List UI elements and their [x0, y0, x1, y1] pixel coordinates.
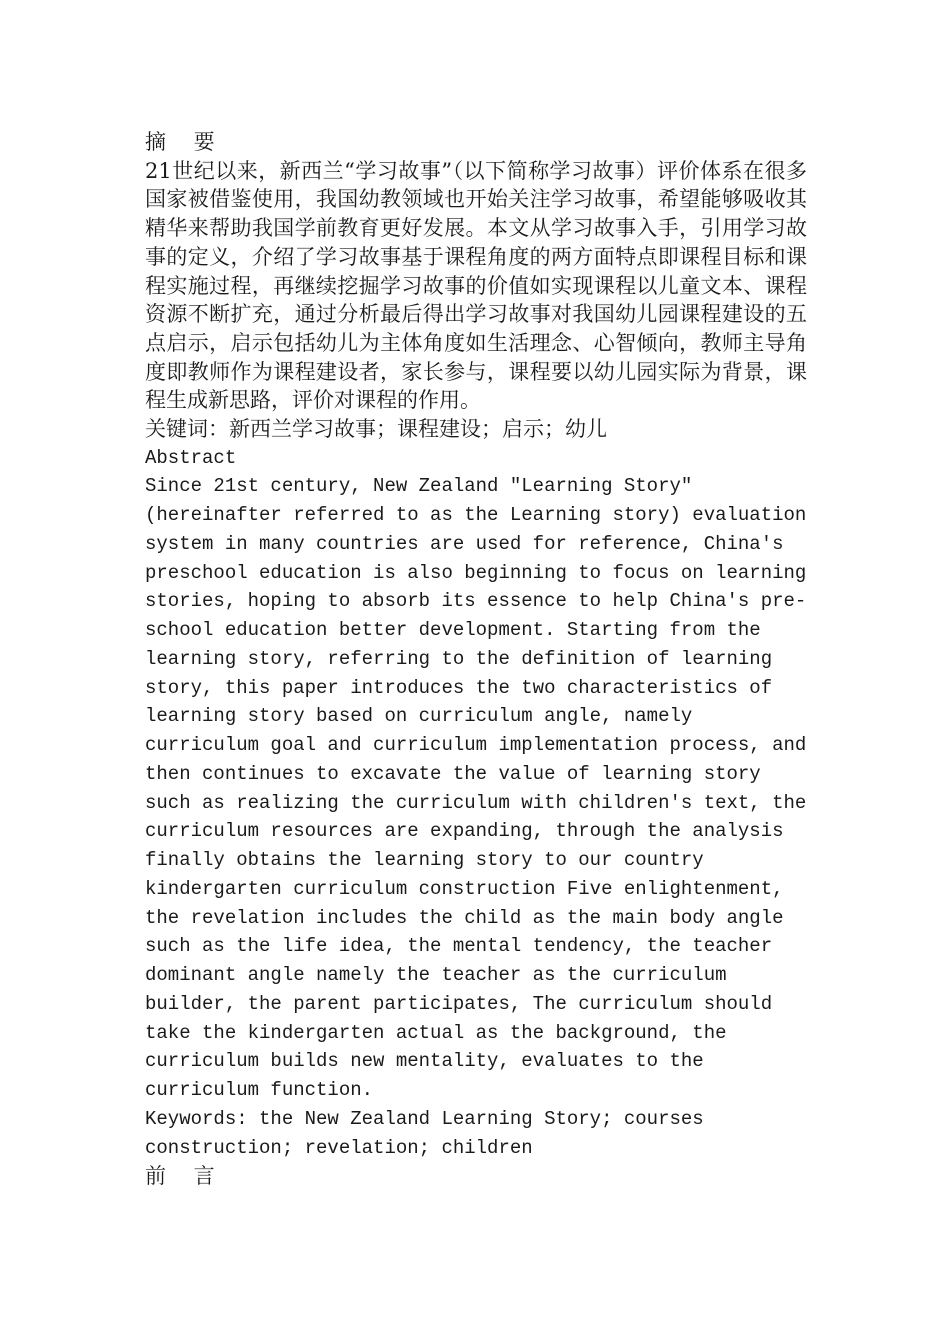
english-abstract-body: Since 21st century, New Zealand "Learning Story" (hereinafter referred to as the Learning story) evaluation system in many countries are used for reference, China's preschool education is also beginning to focus on learning stories, hoping to absorb its essence to help China's pre-school education better development. Starting from the learning story, referring to the definition of learning story, this paper introduces the two characteristics of learning story based on curriculum angle, namely curriculum goal and curriculum implementation process, and then continues to excavate the value of learning story such as realizing the curriculum with children's text, the curriculum resources are expanding, through the analysis finally obtains the learning story to our country kindergarten curriculum construction Five enlightenment, the revelation includes the child as the main body angle such as the life idea, the mental tendency, the teacher dominant angle namely the teacher as the curriculum builder, the parent participates, The curriculum should take the kindergarten actual as the background, the curriculum builds new mentality, evaluates to the curriculum function.: [145, 475, 818, 1102]
page-content: [145, 128, 818, 1191]
chinese-abstract-heading: 摘 要: [145, 130, 226, 154]
preface-heading: 前 言: [145, 1164, 226, 1189]
english-abstract-heading: Abstract: [145, 446, 237, 469]
english-keywords: Keywords: the New Zealand Learning Story; courses construction; revelation; children: [145, 1107, 716, 1159]
chinese-keywords: 关键词：新西兰学习故事；课程建设；启示；幼儿: [145, 417, 607, 442]
chinese-abstract-body: 21世纪以来，新西兰“学习故事”（以下简称学习故事）评价体系在很多国家被借鉴使用，我国幼教领域也开始关注学习故事，希望能够吸收其精华来帮助我国学前教育更好发展。本文从学习故事入手，引用学习故事的定义，介绍了学习故事基于课程角度的两方面特点即课程目标和课程实施过程，再继续挖掘学习故事的价值如实现课程以儿童文本、课程资源不断扩充，通过分析最后得出学习故事对我国幼儿园课程建设的五点启示，启示包括幼儿为主体角度如生活理念、心智倾向，教师主导角度即教师作为课程建设者，家长参与，课程要以幼儿园实际为背景，课程生成新思路，评价对课程的作用。: [145, 158, 807, 413]
